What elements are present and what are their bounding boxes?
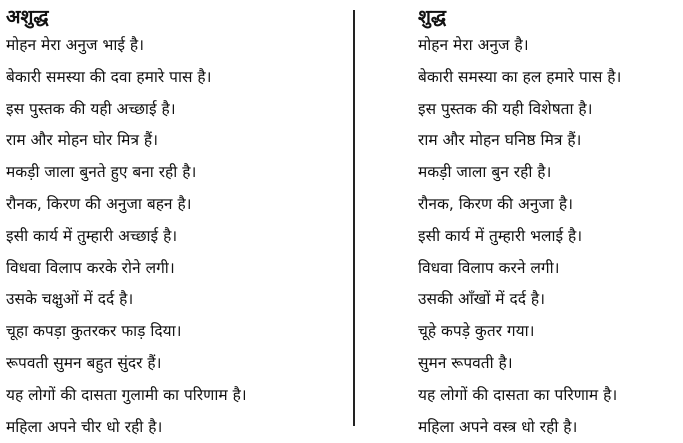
incorrect-sentence-5: मकड़ी जाला बुनते हुए बना रही है।	[6, 163, 197, 182]
incorrect-sentence-13: महिला अपने चीर धो रही है।	[6, 417, 163, 436]
incorrect-sentence-9: उसके चक्षुओं में दर्द है।	[6, 290, 134, 309]
incorrect-sentence-1: मोहन मेरा अनुज भाई है।	[6, 36, 145, 54]
incorrect-sentence-12: यह लोगों की दासता गुलामी का परिणाम है।	[6, 385, 247, 404]
correct-sentence-9: उसकी आँखों में दर्द है।	[418, 290, 545, 309]
correct-sentence-8: विधवा विलाप करने लगी।	[418, 258, 560, 277]
incorrect-sentence-2: बेकारी समस्या की दवा हमारे पास है।	[6, 67, 212, 86]
incorrect-list	[6, 30, 247, 443]
incorrect-sentence-11: रूपवती सुमन बहुत सुंदर हैं।	[6, 353, 162, 372]
incorrect-sentence-8: विधवा विलाप करके रोने लगी।	[6, 258, 175, 277]
incorrect-sentence-3: इस पुस्तक की यही अच्छाई है।	[6, 99, 176, 118]
correct-sentence-1: मोहन मेरा अनुज है।	[418, 36, 529, 54]
correct-sentence-5: मकड़ी जाला बुन रही है।	[418, 163, 552, 182]
correct-list	[418, 30, 621, 443]
correct-sentence-2: बेकारी समस्या का हल हमारे पास है।	[418, 67, 622, 86]
correct-sentence-6: रौनक, किरण की अनुजा है।	[418, 194, 573, 213]
correct-sentence-13: महिला अपने वस्त्र धो रही है।	[418, 417, 578, 436]
column-divider	[353, 10, 355, 426]
correct-sentence-12: यह लोगों की दासता का परिणाम है।	[418, 385, 618, 404]
incorrect-heading: अशुद्ध	[6, 6, 49, 28]
correct-sentence-11: सुमन रूपवती है।	[418, 353, 513, 372]
incorrect-sentence-6: रौनक, किरण की अनुजा बहन है।	[6, 194, 192, 213]
correct-sentence-10: चूहे कपड़े कुतर गया।	[418, 322, 535, 341]
correct-sentence-3: इस पुस्तक की यही विशेषता है।	[418, 99, 593, 118]
incorrect-sentence-4: राम और मोहन घोर मित्र हैं।	[6, 131, 159, 150]
incorrect-sentence-10: चूहा कपड़ा कुतरकर फाड़ दिया।	[6, 322, 182, 341]
incorrect-sentence-7: इसी कार्य में तुम्हारी अच्छाई है।	[6, 226, 178, 245]
correct-heading: शुद्ध	[418, 6, 447, 28]
correct-sentence-4: राम और मोहन घनिष्ठ मित्र हैं।	[418, 131, 582, 150]
correct-sentence-7: इसी कार्य में तुम्हारी भलाई है।	[418, 226, 583, 245]
